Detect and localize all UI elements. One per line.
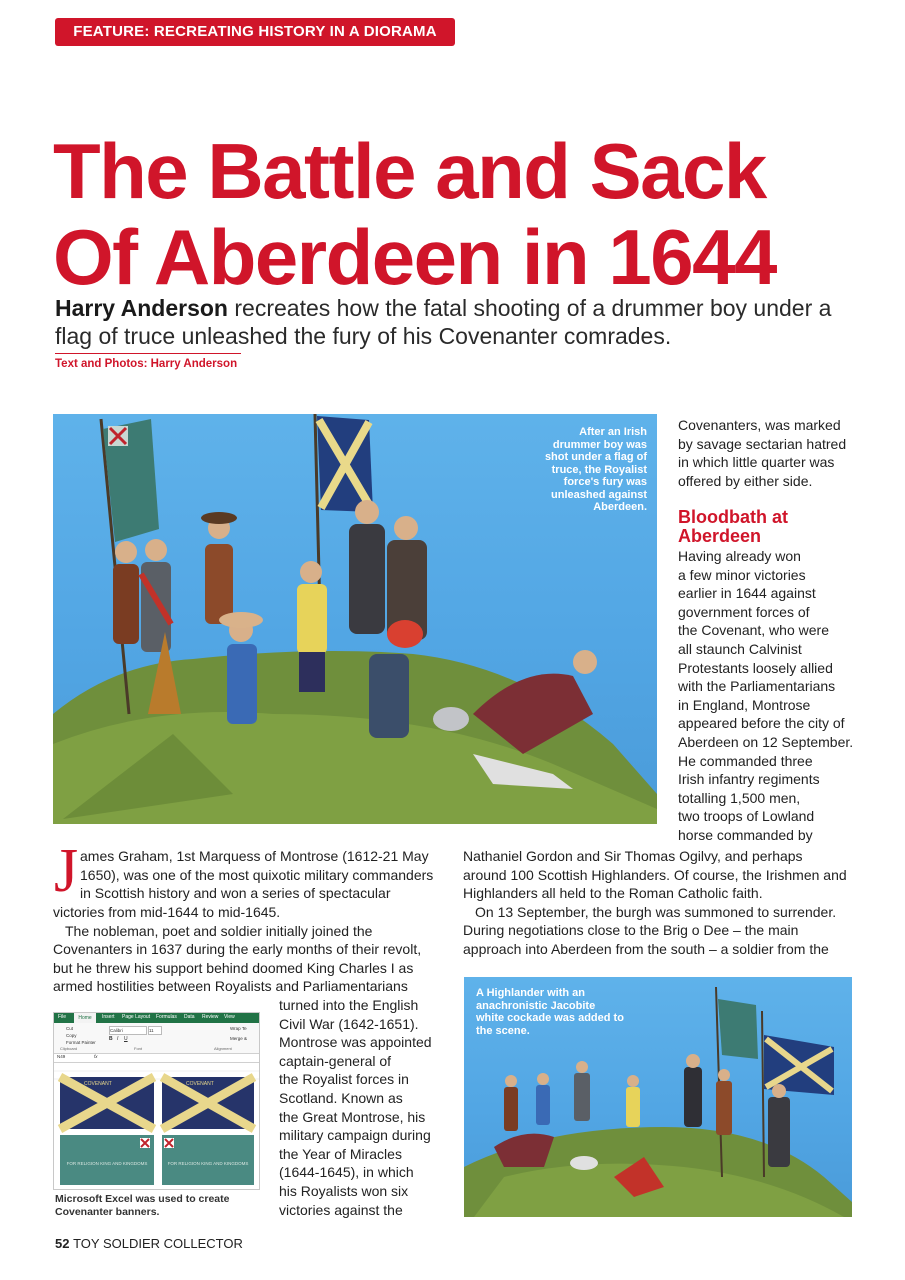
subhead-bloodbath: Bloodbath at Aberdeen xyxy=(678,507,788,546)
right-text-line: all staunch Calvinist xyxy=(678,640,802,657)
main-photo-caption: After an Irish drummer boy was shot under a flag of truce, the Royalist force's fury was unleashed against Aberdeen. xyxy=(544,426,647,513)
right-text-line: Aberdeen on 12 September. xyxy=(678,733,854,750)
right-text-line: with the Parliamentarians xyxy=(678,678,836,695)
excel-underline-button: U xyxy=(124,1036,128,1042)
left-text-line: victories against the xyxy=(279,1201,403,1218)
left-text-line: but he threw his support behind doomed King Charles I as xyxy=(53,959,414,976)
excel-tab: Review xyxy=(202,1014,219,1020)
right-text-line: around 100 Scottish Highlanders. Of course, the Irishmen and xyxy=(463,866,847,883)
left-column-lead xyxy=(80,847,450,903)
section-kicker: FEATURE: RECREATING HISTORY IN A DIORAMA xyxy=(55,18,455,46)
right-text-line: by savage sectarian hatred xyxy=(678,435,847,452)
right-column-mid xyxy=(678,547,868,845)
right-text-line: approach into Aberdeen from the south – a soldier from the xyxy=(463,940,829,957)
left-text-line: The nobleman, poet and soldier initially joined the xyxy=(65,922,373,939)
excel-font-size: 11 xyxy=(148,1026,162,1035)
standfirst xyxy=(55,294,835,350)
right-text-line: earlier in 1644 against xyxy=(678,585,816,602)
excel-group-font: Font xyxy=(134,1046,143,1051)
right-text-line: Irish infantry regiments xyxy=(678,771,820,788)
excel-fx-label: fx xyxy=(94,1054,98,1059)
excel-tab: File xyxy=(58,1014,67,1020)
right-column-top xyxy=(678,416,868,490)
right-text-line: in which little quarter was xyxy=(678,454,835,471)
excel-banner-label: COVENANT xyxy=(186,1081,214,1087)
excel-merge: Merge & xyxy=(230,1036,248,1041)
article-headline xyxy=(53,128,883,300)
headline-line-2: Of Aberdeen in 1644 xyxy=(53,213,776,301)
right-text-line: On 13 September, the burgh was summoned to surrender. xyxy=(475,903,837,920)
left-text-line: victories from mid-1644 to mid-1645. xyxy=(53,904,281,920)
page-folio xyxy=(55,1236,243,1251)
right-text-line: government forces of xyxy=(678,603,810,620)
left-text-line: the Great Montrose, his xyxy=(279,1108,426,1125)
page-number: 52 xyxy=(55,1236,70,1251)
left-text-line: his Royalists won six xyxy=(279,1182,409,1199)
standfirst-text: recreates how the fatal shooting of a drummer boy under a flag of truce unleashed the fury of his Covenanter comrades. xyxy=(55,295,832,349)
excel-cell-ref: N49 xyxy=(57,1054,66,1059)
right-text-line: He commanded three xyxy=(678,752,813,769)
right-text-line: Protestants loosely allied xyxy=(678,659,833,676)
left-text-line: the Year of Miracles xyxy=(279,1145,402,1162)
right-text-line: offered by either side. xyxy=(678,472,813,489)
left-text-line: military campaign during xyxy=(279,1127,431,1144)
excel-banner-lower-label: FOR RELIGION KING AND KINGDOMS xyxy=(167,1161,249,1166)
left-text-line: 1650), was one of the most quixotic military commanders xyxy=(80,866,434,883)
excel-banner-label: COVENANT xyxy=(84,1081,112,1087)
left-text-line: armed hostilities between Royalists and Parliamentarians xyxy=(53,978,408,995)
right-column-bottom xyxy=(463,847,858,959)
drop-cap: J xyxy=(54,837,79,905)
left-text-line: Scotland. Known as xyxy=(279,1089,403,1106)
excel-tab: Insert xyxy=(102,1014,115,1020)
secondary-diorama-photo xyxy=(464,977,852,1217)
left-text-line: turned into the English xyxy=(279,997,419,1013)
excel-group-clipboard: Clipboard xyxy=(60,1046,78,1051)
left-text-line: captain-general of xyxy=(279,1052,392,1069)
excel-banner-lower-label: FOR RELIGION KING AND KINGDOMS xyxy=(66,1161,148,1166)
excel-tab: Data xyxy=(184,1014,195,1020)
right-text-line: Covenanters, was marked xyxy=(678,417,841,433)
excel-font-select: Calibri xyxy=(109,1026,147,1035)
excel-tab: Page Layout xyxy=(122,1014,151,1020)
excel-tab-bar xyxy=(54,1013,259,1023)
excel-wrap-text: Wrap Te xyxy=(230,1026,247,1031)
excel-copy: Copy xyxy=(66,1033,77,1038)
left-column-narrow xyxy=(279,996,454,1219)
left-text-line: ames Graham, 1st Marquess of Montrose (1612-21 May xyxy=(80,848,429,864)
main-diorama-photo xyxy=(53,414,657,824)
right-text-line: two troops of Lowland xyxy=(678,808,815,825)
excel-italic-button: I xyxy=(117,1036,119,1042)
excel-tab-active: Home xyxy=(74,1013,96,1023)
left-text-line: Montrose was appointed xyxy=(279,1034,432,1051)
left-text-line: Covenanters in 1637 during the early months of their revolt, xyxy=(53,941,422,958)
excel-ribbon xyxy=(54,1023,259,1054)
right-text-line: in England, Montrose xyxy=(678,696,811,713)
left-text-line: the Royalist forces in xyxy=(279,1071,409,1088)
secondary-photo-caption: A Highlander with an anachronistic Jacobite white cockade was added to the scene. xyxy=(476,987,624,1037)
left-column-full xyxy=(53,903,453,996)
photo-credit: Text and Photos: Harry Anderson xyxy=(55,358,238,370)
excel-formula-bar xyxy=(54,1054,259,1063)
right-text-line: Highlanders all held to the Roman Catholic faith. xyxy=(463,885,763,902)
right-text-line: Nathaniel Gordon and Sir Thomas Ogilvy, and perhaps xyxy=(463,848,803,864)
excel-screenshot xyxy=(53,1012,260,1190)
right-text-line: horse commanded by xyxy=(678,826,813,843)
excel-caption: Microsoft Excel was used to create Covenanter banners. xyxy=(55,1193,230,1218)
right-text-line: During negotiations close to the Brig o Dee – the main xyxy=(463,922,799,939)
left-text-line: (1644-1645), in which xyxy=(279,1164,414,1181)
right-text-line: the Covenant, who were xyxy=(678,622,829,639)
left-text-line: Civil War (1642-1651). xyxy=(279,1015,419,1032)
credit-rule xyxy=(55,353,241,354)
headline-line-1: The Battle and Sack xyxy=(53,127,766,215)
excel-bold-button: B xyxy=(109,1036,113,1042)
right-text-line: appeared before the city of xyxy=(678,715,845,732)
excel-tab: View xyxy=(224,1014,235,1020)
excel-group-alignment: Alignment xyxy=(214,1046,232,1051)
excel-tab: Formulas xyxy=(156,1014,177,1020)
left-text-line: in Scottish history and won a series of spectacular xyxy=(80,885,391,902)
excel-format-painter: Format Painter xyxy=(66,1040,96,1045)
right-text-line: Having already won xyxy=(678,548,801,564)
excel-cut: Cut xyxy=(66,1026,74,1031)
right-text-line: a few minor victories xyxy=(678,566,806,583)
magazine-name: TOY SOLDIER COLLECTOR xyxy=(73,1236,243,1251)
right-text-line: totalling 1,500 men, xyxy=(678,789,801,806)
standfirst-author: Harry Anderson xyxy=(55,295,228,321)
